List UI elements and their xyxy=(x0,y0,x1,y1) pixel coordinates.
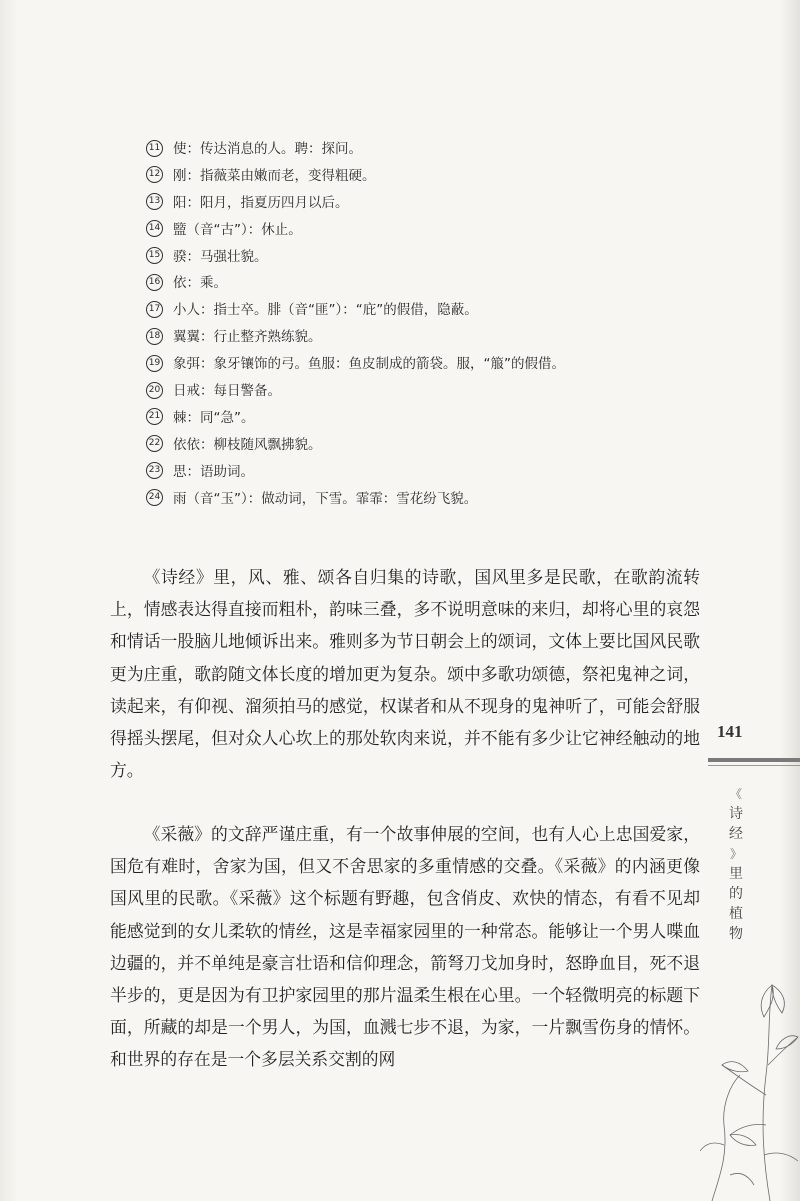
footnote-item xyxy=(146,163,666,190)
footnote-number: 18 xyxy=(146,328,163,345)
footnote-item xyxy=(146,459,666,486)
footnote-text: 依依：柳枝随风飘拂貌。 xyxy=(173,436,322,453)
footnote-item xyxy=(146,378,666,405)
header-rule-thin xyxy=(708,765,800,766)
footnote-text: 日戒：每日警备。 xyxy=(173,383,281,400)
footnote-text: 刚：指薇菜由嫩而老，变得粗硬。 xyxy=(173,167,376,184)
page-number: 141 xyxy=(717,722,743,741)
footnote-item xyxy=(146,217,666,244)
footnote-number: 11 xyxy=(146,140,163,157)
footnote-item xyxy=(146,405,666,432)
plant-illustration xyxy=(700,975,800,1201)
footnote-number: 13 xyxy=(146,193,163,210)
footnote-item xyxy=(146,136,666,163)
title-book-name: 诗经 xyxy=(729,806,743,842)
footnote-number: 23 xyxy=(146,462,163,479)
footnote-number: 12 xyxy=(146,166,163,183)
footnote-text: 思：语助词。 xyxy=(173,463,254,480)
footnote-text: 雨（音“玉”）：做动词，下雪。霏霏：雪花纷飞貌。 xyxy=(173,490,478,507)
footnote-text: 象弭：象牙镶饰的弓。鱼服：鱼皮制成的箭袋。服，“箙”的假借。 xyxy=(173,356,565,373)
footnote-number: 17 xyxy=(146,301,163,318)
footnote-text: 小人：指士卒。腓（音“匪”）：“庇”的假借，隐蔽。 xyxy=(173,302,478,319)
footnote-text: 盬（音“古”）：休止。 xyxy=(173,221,302,238)
footnote-number: 21 xyxy=(146,408,163,425)
title-close-mark: 》 xyxy=(729,847,742,861)
body-paragraph: 《诗经》里，风、雅、颂各自归集的诗歌，国风里多是民歌，在歌韵流转上，情感表达得直接而粗朴，韵味三叠，多不说明意味的来归，却将心里的哀怨和情话一股脑儿地倾诉出来。雅则多为节日朝会上的颂词，文体上要比国风民歌更为庄重，歌韵随文体长度的增加更为复杂。颂中多歌功颂德，祭祀鬼神之词，读起来，有仰视、溜须拍马的感觉，权谋者和从不现身的鬼神听了，可能会舒服得摇头摆尾，但对众人心坎上的那处软肉来说，并不能有多少让它神经触动的地方。 xyxy=(110,567,700,781)
footnote-number: 14 xyxy=(146,220,163,237)
footnote-item xyxy=(146,486,666,513)
body-paragraph: 《采薇》的文辞严谨庄重，有一个故事伸展的空间，也有人心上忠国爱家，国危有难时，舍家为国，但又不舍思家的多重情感的交叠。《采薇》的内涵更像国风里的民歌。《采薇》这个标题有野趣，包含俏皮、欢快的情态，有看不见却能感觉到的女儿柔软的情丝，这是幸福家园里的一种常态。能够让一个男人喋血边疆的，并不单纯是豪言壮语和信仰理念，箭弩刀戈加身时，怒睁血目，死不退半步的，更是因为有卫护家园里的那片温柔生根在心里。一个轻微明亮的标题下面，所藏的却是一个男人，为国，血溅七步不退，为家，一片飘雪伤身的情怀。和世界的存在是一个多层关系交割的网 xyxy=(110,824,700,1070)
footnote-number: 19 xyxy=(146,355,163,372)
footnote-text: 依：乘。 xyxy=(173,275,227,292)
running-title xyxy=(724,784,748,944)
footnote-item xyxy=(146,244,666,271)
footnote-item xyxy=(146,432,666,459)
footnote-number: 20 xyxy=(146,382,163,399)
title-open-mark: 《 xyxy=(729,787,742,801)
footnote-number: 24 xyxy=(146,489,163,506)
footnote-item xyxy=(146,190,666,217)
footnote-text: 使：传达消息的人。聘：探问。 xyxy=(173,141,362,157)
footnote-text: 骙：马强壮貌。 xyxy=(173,248,268,265)
footnote-item xyxy=(146,324,666,351)
footnote-item xyxy=(146,297,666,324)
footnote-text: 翼翼：行止整齐熟练貌。 xyxy=(173,329,322,346)
footnote-item xyxy=(146,351,666,378)
footnote-number: 15 xyxy=(146,247,163,264)
footnote-number: 22 xyxy=(146,435,163,452)
footnote-text: 棘：同“急”。 xyxy=(173,409,255,426)
title-rest: 里的植物 xyxy=(729,866,743,942)
footnote-item xyxy=(146,270,666,297)
footnote-list xyxy=(146,136,666,512)
header-rule xyxy=(708,758,800,762)
footnote-text: 阳：阳月，指夏历四月以后。 xyxy=(173,194,349,211)
footnote-number: 16 xyxy=(146,274,163,291)
